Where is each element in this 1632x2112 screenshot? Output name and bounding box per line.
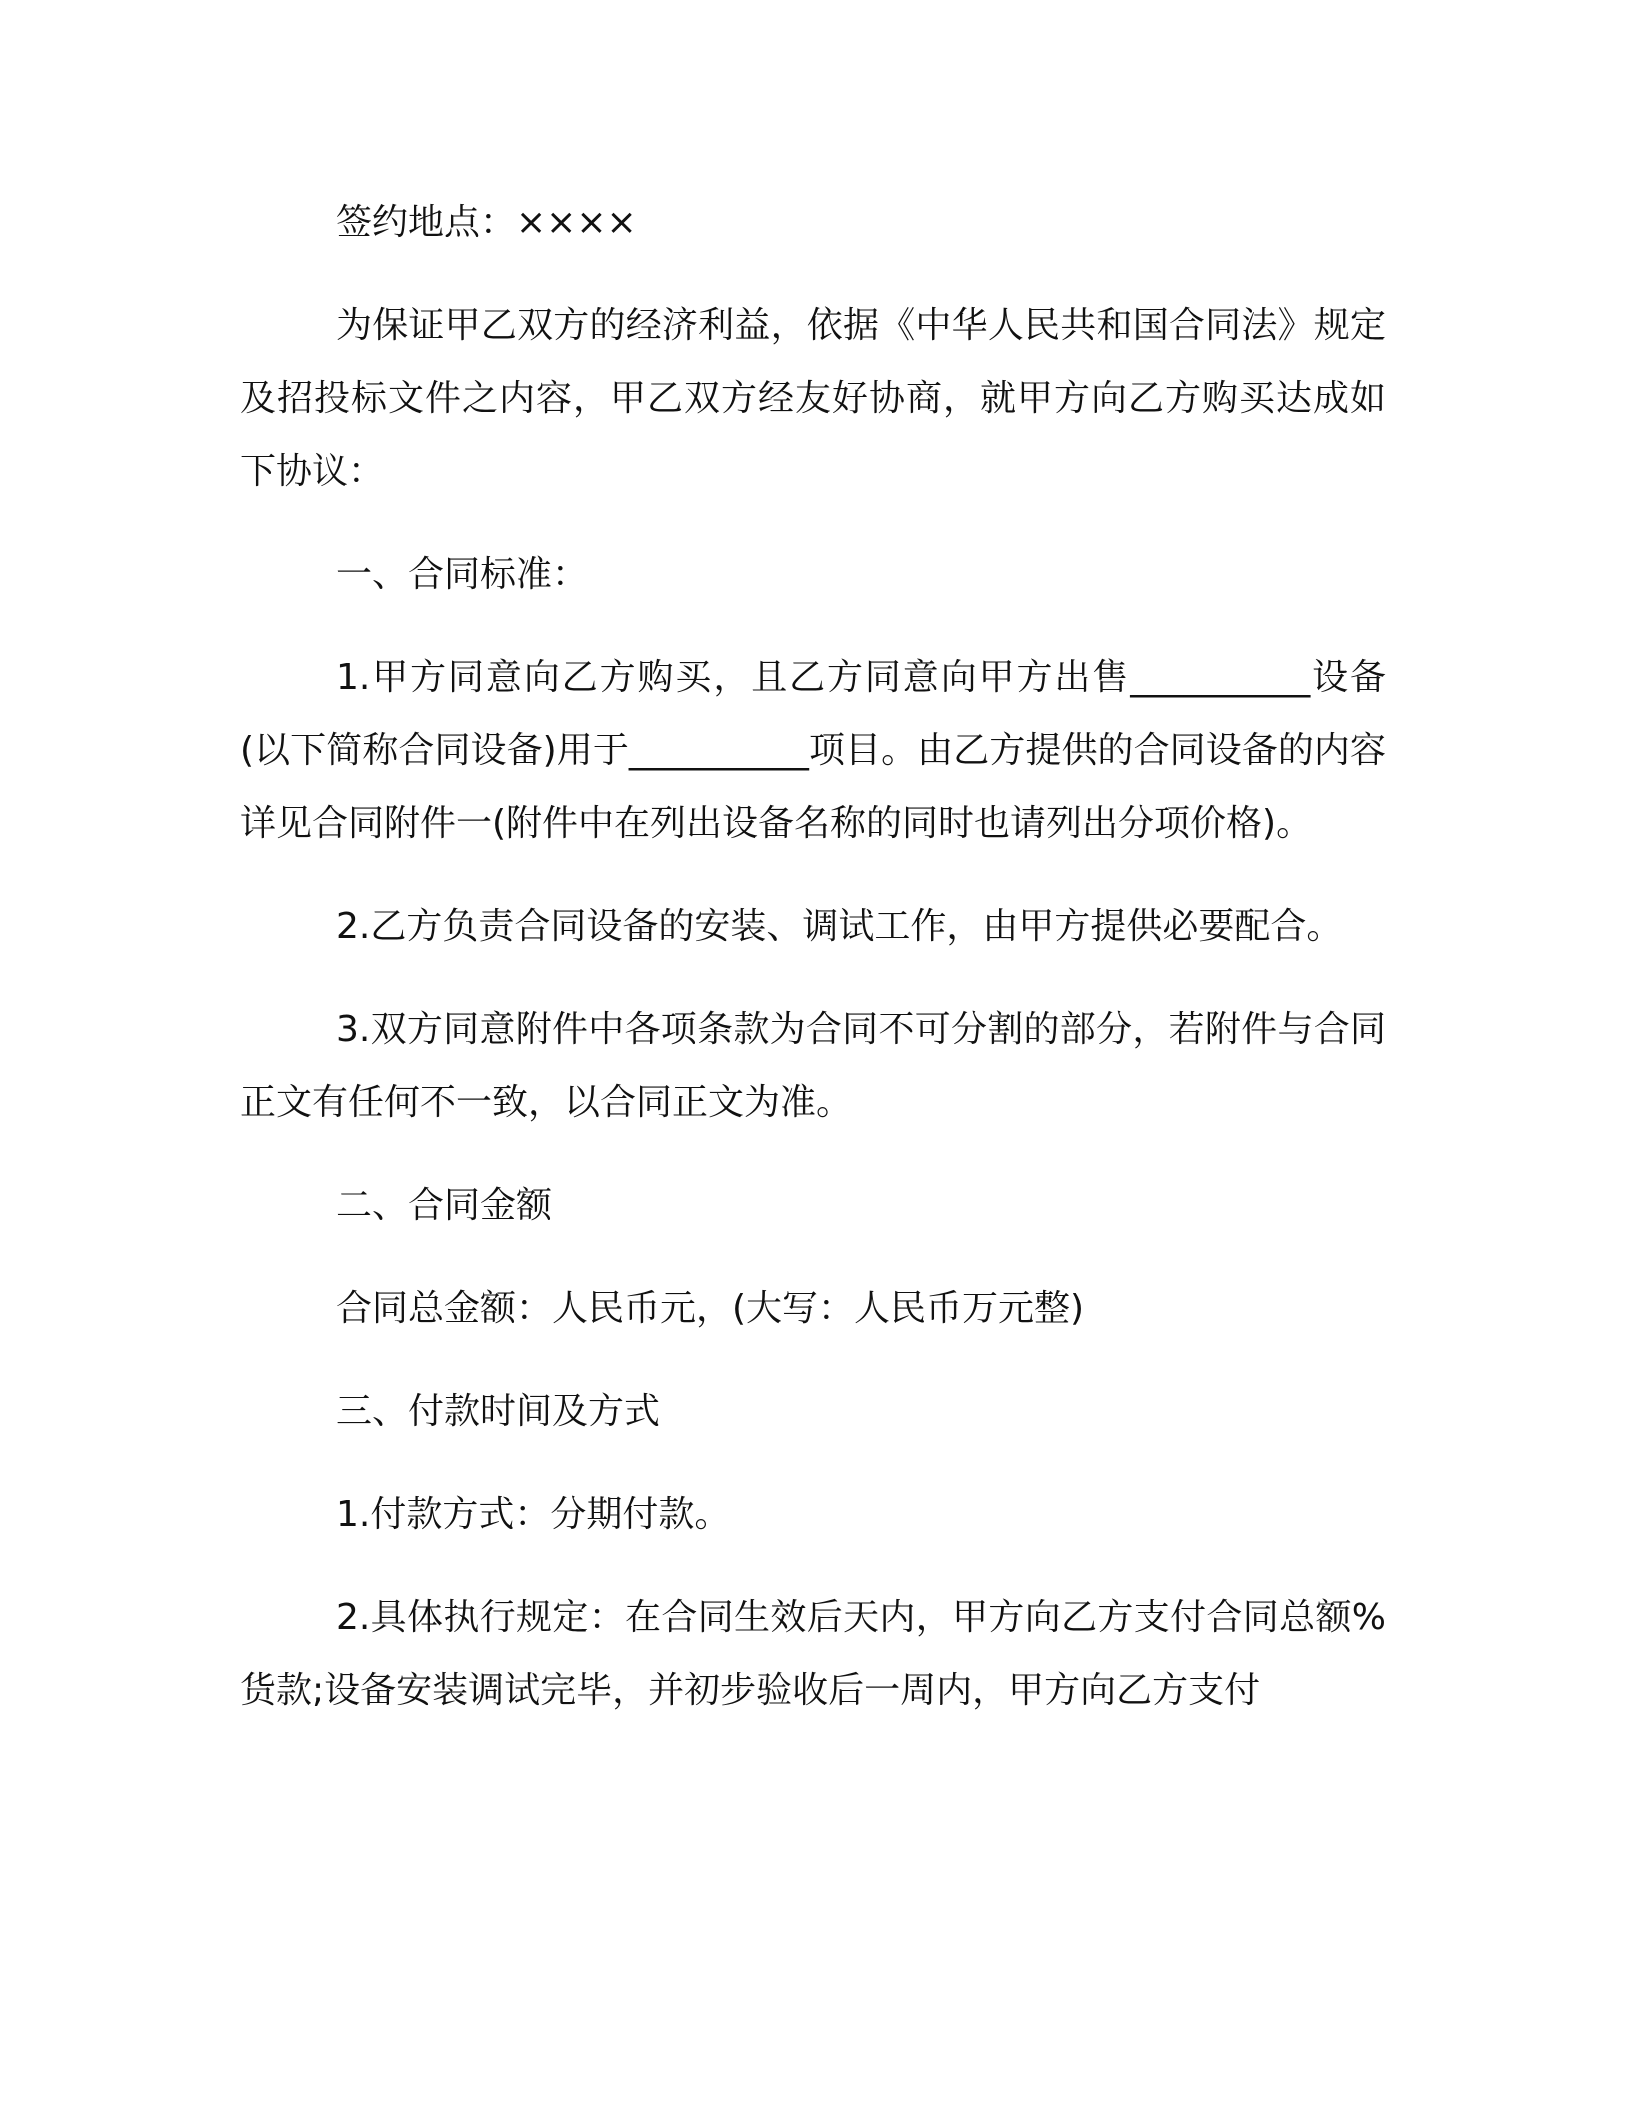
clause-1-3: 3.双方同意附件中各项条款为合同不可分割的部分，若附件与合同正文有任何不一致，以合同正文为准。 <box>240 1009 1386 1123</box>
section-heading-contract-standard: 一、合同标准： <box>336 554 589 595</box>
document-body <box>240 186 1386 1757</box>
clause-3-2: 2.具体执行规定：在合同生效后天内，甲方向乙方支付合同总额%货款;设备安装调试完毕，并初步验收后一周内，甲方向乙方支付 <box>240 1597 1386 1711</box>
signing-location: 签约地点：×××× <box>336 202 637 243</box>
section-heading-payment: 三、付款时间及方式 <box>336 1391 661 1432</box>
clause-1-2: 2.乙方负责合同设备的安装、调试工作，由甲方提供必要配合。 <box>336 906 1343 947</box>
clause-3-1: 1.付款方式：分期付款。 <box>336 1494 731 1535</box>
section-heading-contract-amount: 二、合同金额 <box>336 1185 553 1226</box>
total-amount-line: 合同总金额：人民币元，(大写：人民币万元整) <box>336 1288 1085 1329</box>
clause-1-1: 1.甲方同意向乙方购买，且乙方同意向甲方出售__________设备(以下简称合同设备)用于__________项目。由乙方提供的合同设备的内容详见合同附件一(附件中在列出设备名称的同时也请列出分项价格)。 <box>240 657 1386 844</box>
preamble-paragraph: 为保证甲乙双方的经济利益，依据《中华人民共和国合同法》规定及招投标文件之内容，甲乙双方经友好协商，就甲方向乙方购买达成如下协议： <box>240 305 1386 492</box>
